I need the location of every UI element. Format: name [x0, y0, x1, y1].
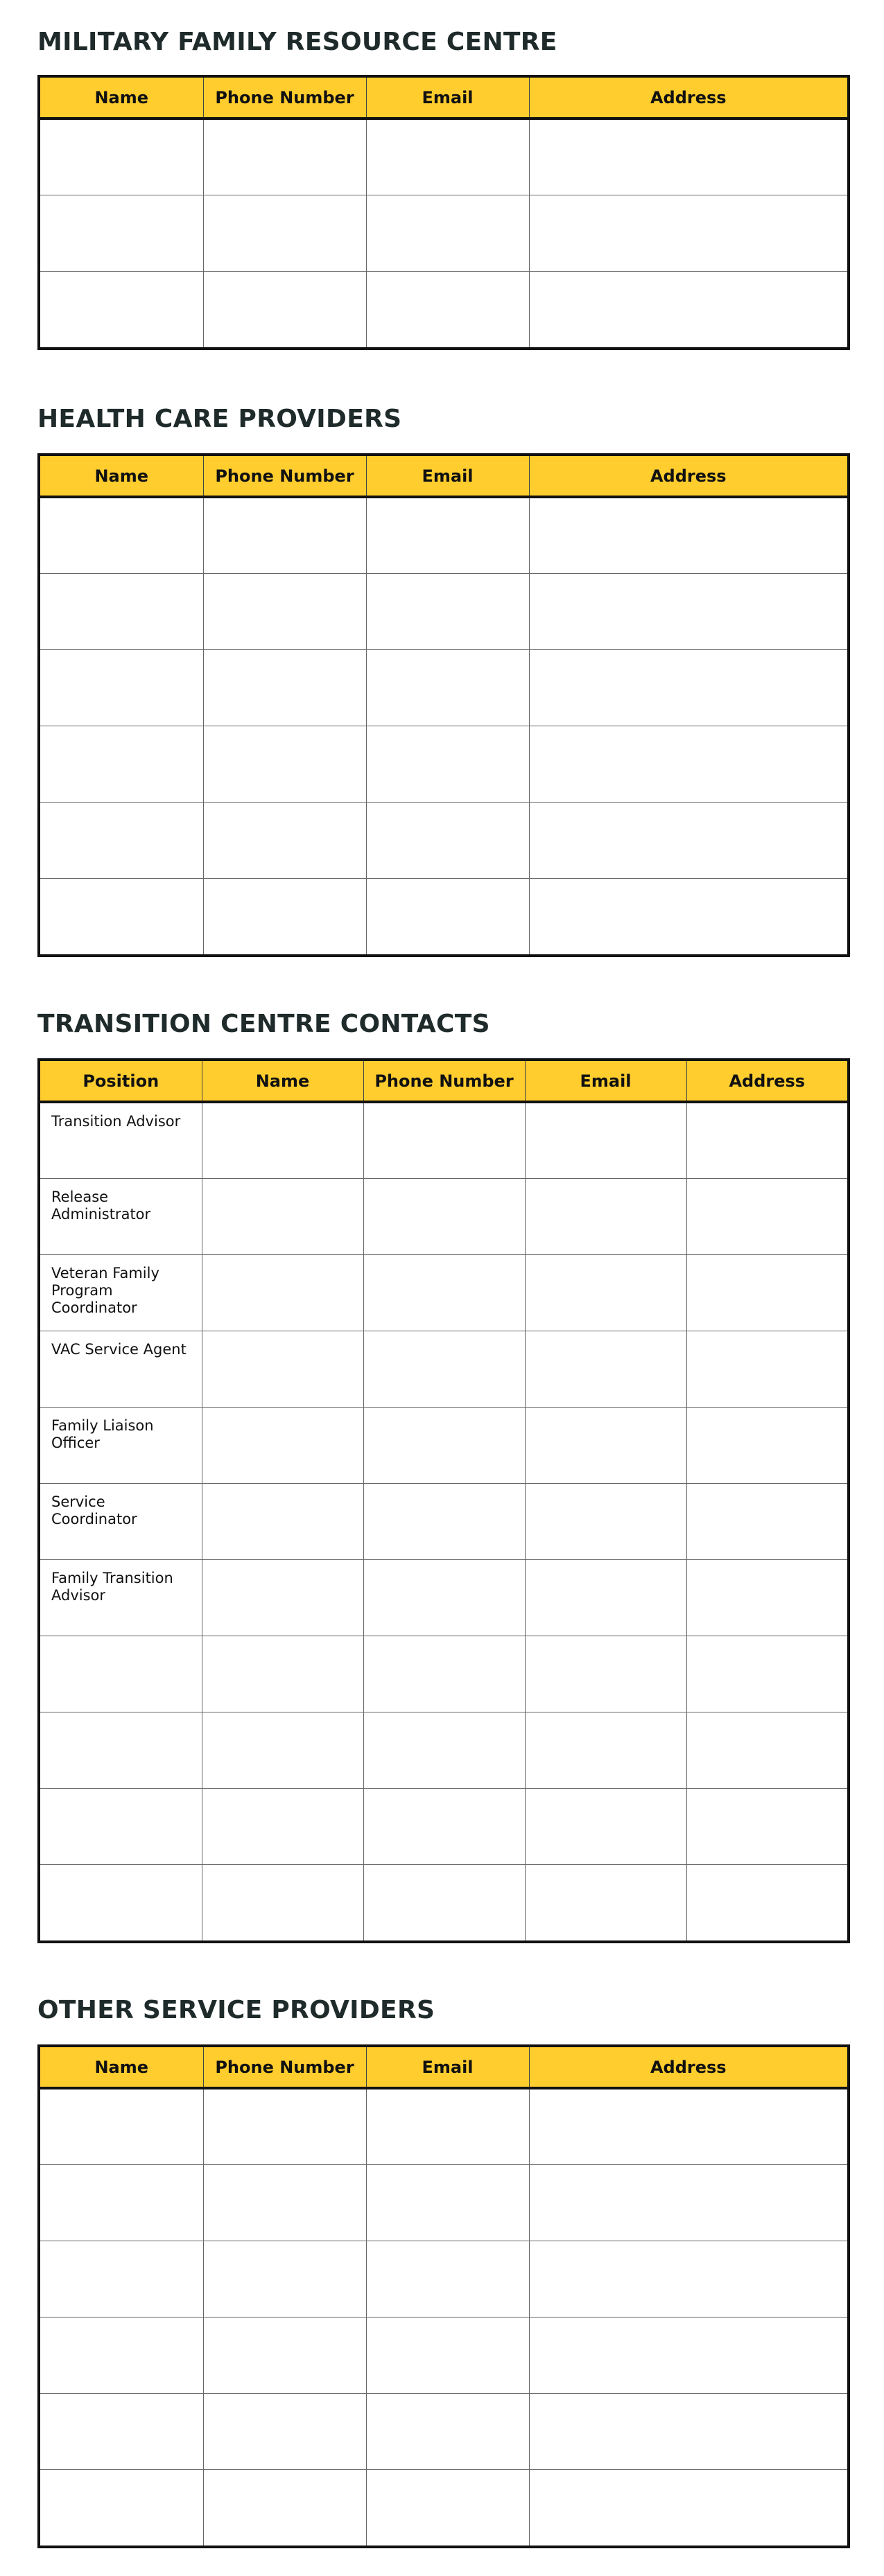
- cell-phone-number[interactable]: [363, 1788, 525, 1864]
- cell-address[interactable]: [529, 802, 847, 878]
- cell-phone-number[interactable]: [203, 2317, 366, 2393]
- cell-name[interactable]: [202, 1788, 363, 1864]
- table-row: [40, 1636, 847, 1712]
- cell-phone-number[interactable]: [363, 1254, 525, 1331]
- cell-address[interactable]: [529, 649, 847, 726]
- cell-position[interactable]: Family Liaison Officer: [40, 1407, 202, 1483]
- cell-phone-number[interactable]: [203, 573, 366, 649]
- cell-position[interactable]: [40, 1788, 202, 1864]
- cell-name[interactable]: [40, 878, 203, 954]
- cell-phone-number[interactable]: [363, 1636, 525, 1712]
- cell-phone-number[interactable]: [203, 2088, 366, 2164]
- cell-email[interactable]: [366, 2241, 529, 2317]
- cell-name[interactable]: [40, 726, 203, 802]
- cell-address[interactable]: [686, 1483, 847, 1559]
- table-row: [40, 2317, 847, 2393]
- table-row: [40, 1864, 847, 1940]
- cell-address[interactable]: [686, 1559, 847, 1636]
- section-title: OTHER SERVICE PROVIDERS: [37, 1996, 435, 2024]
- cell-address[interactable]: [686, 1254, 847, 1331]
- cell-email[interactable]: [525, 1788, 686, 1864]
- column-header-address: Address: [529, 456, 847, 497]
- section-transition-centre-contacts: [37, 1007, 850, 1604]
- cell-address[interactable]: [686, 1178, 847, 1254]
- cell-name[interactable]: [202, 1712, 363, 1788]
- table-row: [40, 649, 847, 726]
- table-row: [40, 1788, 847, 1864]
- table-row: [40, 195, 847, 271]
- table-row: [40, 573, 847, 649]
- column-header-email: Email: [525, 1061, 686, 1102]
- cell-address[interactable]: [529, 726, 847, 802]
- cell-position[interactable]: Veteran Family Program Coordinator: [40, 1254, 202, 1331]
- cell-email[interactable]: [366, 497, 529, 573]
- cell-name[interactable]: [202, 1254, 363, 1331]
- cell-email[interactable]: [525, 1559, 686, 1636]
- column-header-name: Name: [202, 1061, 363, 1102]
- cell-position[interactable]: Family Transition Advisor: [40, 1559, 202, 1636]
- table-row: [40, 1331, 847, 1407]
- cell-phone-number[interactable]: [203, 2393, 366, 2469]
- cell-address[interactable]: [529, 195, 847, 271]
- column-header-email: Email: [366, 456, 529, 497]
- cell-address[interactable]: [529, 2317, 847, 2393]
- section-title: TRANSITION CENTRE CONTACTS: [37, 1010, 490, 1038]
- cell-phone-number[interactable]: [203, 497, 366, 573]
- cell-email[interactable]: [366, 2088, 529, 2164]
- cell-phone-number[interactable]: [203, 119, 366, 195]
- cell-phone-number[interactable]: [203, 2164, 366, 2241]
- column-header-name: Name: [40, 456, 203, 497]
- cell-position[interactable]: [40, 1712, 202, 1788]
- cell-address[interactable]: [686, 1102, 847, 1178]
- cell-phone-number[interactable]: [363, 1559, 525, 1636]
- header-row: [40, 1061, 847, 1102]
- header-row: [40, 78, 847, 119]
- table-row: [40, 1178, 847, 1254]
- contact-table: [37, 453, 850, 957]
- cell-email[interactable]: [525, 1331, 686, 1407]
- column-header-email: Email: [366, 78, 529, 119]
- contact-table: [37, 1058, 850, 1943]
- cell-position[interactable]: Service Coordinator: [40, 1483, 202, 1559]
- cell-email[interactable]: [366, 2469, 529, 2546]
- cell-email[interactable]: [525, 1407, 686, 1483]
- cell-phone-number[interactable]: [203, 649, 366, 726]
- table-row: [40, 1483, 847, 1559]
- table-row: [40, 1712, 847, 1788]
- column-header-name: Name: [40, 78, 203, 119]
- cell-address[interactable]: [529, 2469, 847, 2546]
- cell-phone-number[interactable]: [363, 1178, 525, 1254]
- cell-email[interactable]: [366, 802, 529, 878]
- cell-address[interactable]: [686, 1712, 847, 1788]
- table-row: [40, 1102, 847, 1178]
- cell-name[interactable]: [40, 2088, 203, 2164]
- cell-position[interactable]: [40, 1636, 202, 1712]
- cell-name[interactable]: [40, 2469, 203, 2546]
- cell-name[interactable]: [40, 119, 203, 195]
- cell-name[interactable]: [40, 2317, 203, 2393]
- cell-email[interactable]: [366, 2393, 529, 2469]
- cell-address[interactable]: [686, 1636, 847, 1712]
- column-header-phone-number: Phone Number: [203, 456, 366, 497]
- table-row: [40, 878, 847, 954]
- header-row: [40, 456, 847, 497]
- cell-address[interactable]: [686, 1407, 847, 1483]
- cell-name[interactable]: [40, 573, 203, 649]
- section-title: MILITARY FAMILY RESOURCE CENTRE: [37, 28, 557, 56]
- cell-phone-number[interactable]: [363, 1864, 525, 1940]
- cell-phone-number[interactable]: [363, 1712, 525, 1788]
- cell-name[interactable]: [40, 195, 203, 271]
- cell-name[interactable]: [40, 2241, 203, 2317]
- cell-address[interactable]: [529, 2393, 847, 2469]
- table-row: [40, 726, 847, 802]
- header-row: [40, 2047, 847, 2088]
- cell-email[interactable]: [366, 726, 529, 802]
- cell-name[interactable]: [202, 1102, 363, 1178]
- cell-position[interactable]: VAC Service Agent: [40, 1331, 202, 1407]
- table-row: [40, 1407, 847, 1483]
- column-header-address: Address: [529, 78, 847, 119]
- cell-position[interactable]: Release Administrator: [40, 1178, 202, 1254]
- cell-email[interactable]: [525, 1483, 686, 1559]
- cell-name[interactable]: [202, 1559, 363, 1636]
- cell-name[interactable]: [40, 649, 203, 726]
- cell-email[interactable]: [366, 649, 529, 726]
- table-row: [40, 1559, 847, 1636]
- cell-address[interactable]: [529, 2241, 847, 2317]
- cell-email[interactable]: [366, 271, 529, 347]
- cell-address[interactable]: [686, 1331, 847, 1407]
- table-row: [40, 119, 847, 195]
- cell-name[interactable]: [202, 1407, 363, 1483]
- table-row: [40, 271, 847, 347]
- cell-email[interactable]: [525, 1178, 686, 1254]
- cell-name[interactable]: [202, 1331, 363, 1407]
- cell-phone-number[interactable]: [203, 802, 366, 878]
- column-header-email: Email: [366, 2047, 529, 2088]
- cell-name[interactable]: [40, 271, 203, 347]
- column-header-phone-number: Phone Number: [363, 1061, 525, 1102]
- cell-phone-number[interactable]: [203, 271, 366, 347]
- cell-email[interactable]: [525, 1864, 686, 1940]
- cell-name[interactable]: [202, 1483, 363, 1559]
- section-military-family-resource-centre: [37, 25, 850, 107]
- cell-email[interactable]: [366, 878, 529, 954]
- column-header-position: Position: [40, 1061, 202, 1102]
- cell-position[interactable]: Transition Advisor: [51, 1113, 181, 1130]
- cell-address[interactable]: [529, 119, 847, 195]
- cell-position[interactable]: [40, 1864, 202, 1940]
- contact-table: [37, 75, 850, 350]
- cell-email[interactable]: [366, 2164, 529, 2241]
- cell-address[interactable]: [686, 1788, 847, 1864]
- cell-address[interactable]: [529, 497, 847, 573]
- cell-address[interactable]: [529, 878, 847, 954]
- cell-address[interactable]: [529, 271, 847, 347]
- cell-email[interactable]: [366, 2317, 529, 2393]
- table-row: [40, 802, 847, 878]
- cell-address[interactable]: [529, 2164, 847, 2241]
- table-row: [40, 1254, 847, 1331]
- cell-email[interactable]: [366, 119, 529, 195]
- cell-name[interactable]: [40, 2164, 203, 2241]
- cell-phone-number[interactable]: [363, 1483, 525, 1559]
- column-header-address: Address: [529, 2047, 847, 2088]
- section-health-care-providers: [37, 402, 850, 486]
- cell-name[interactable]: [202, 1864, 363, 1940]
- cell-phone-number[interactable]: [203, 2469, 366, 2546]
- cell-address[interactable]: [529, 2088, 847, 2164]
- cell-email[interactable]: [525, 1712, 686, 1788]
- cell-phone-number[interactable]: [363, 1407, 525, 1483]
- table-row: [40, 2469, 847, 2546]
- contact-table: [37, 2044, 850, 2548]
- cell-address[interactable]: [529, 573, 847, 649]
- cell-address[interactable]: [686, 1864, 847, 1940]
- section-title: HEALTH CARE PROVIDERS: [37, 405, 402, 433]
- cell-phone-number[interactable]: [363, 1331, 525, 1407]
- cell-name[interactable]: [40, 802, 203, 878]
- cell-name[interactable]: [202, 1178, 363, 1254]
- column-header-phone-number: Phone Number: [203, 2047, 366, 2088]
- cell-email[interactable]: [366, 195, 529, 271]
- table-row: [40, 2393, 847, 2469]
- column-header-address: Address: [686, 1061, 847, 1102]
- table-row: [40, 497, 847, 573]
- cell-email[interactable]: [525, 1254, 686, 1331]
- section-other-service-providers: [37, 1993, 850, 2077]
- cell-email[interactable]: [525, 1636, 686, 1712]
- table-row: [40, 2088, 847, 2164]
- column-header-name: Name: [40, 2047, 203, 2088]
- cell-phone-number[interactable]: [203, 878, 366, 954]
- cell-email[interactable]: [366, 573, 529, 649]
- cell-phone-number[interactable]: [203, 195, 366, 271]
- cell-phone-number[interactable]: [203, 2241, 366, 2317]
- cell-email[interactable]: [525, 1102, 686, 1178]
- cell-name[interactable]: [202, 1636, 363, 1712]
- cell-phone-number[interactable]: [203, 726, 366, 802]
- table-row: [40, 2241, 847, 2317]
- cell-name[interactable]: [40, 497, 203, 573]
- cell-phone-number[interactable]: [363, 1102, 525, 1178]
- table-row: [40, 2164, 847, 2241]
- cell-name[interactable]: [40, 2393, 203, 2469]
- column-header-phone-number: Phone Number: [203, 78, 366, 119]
